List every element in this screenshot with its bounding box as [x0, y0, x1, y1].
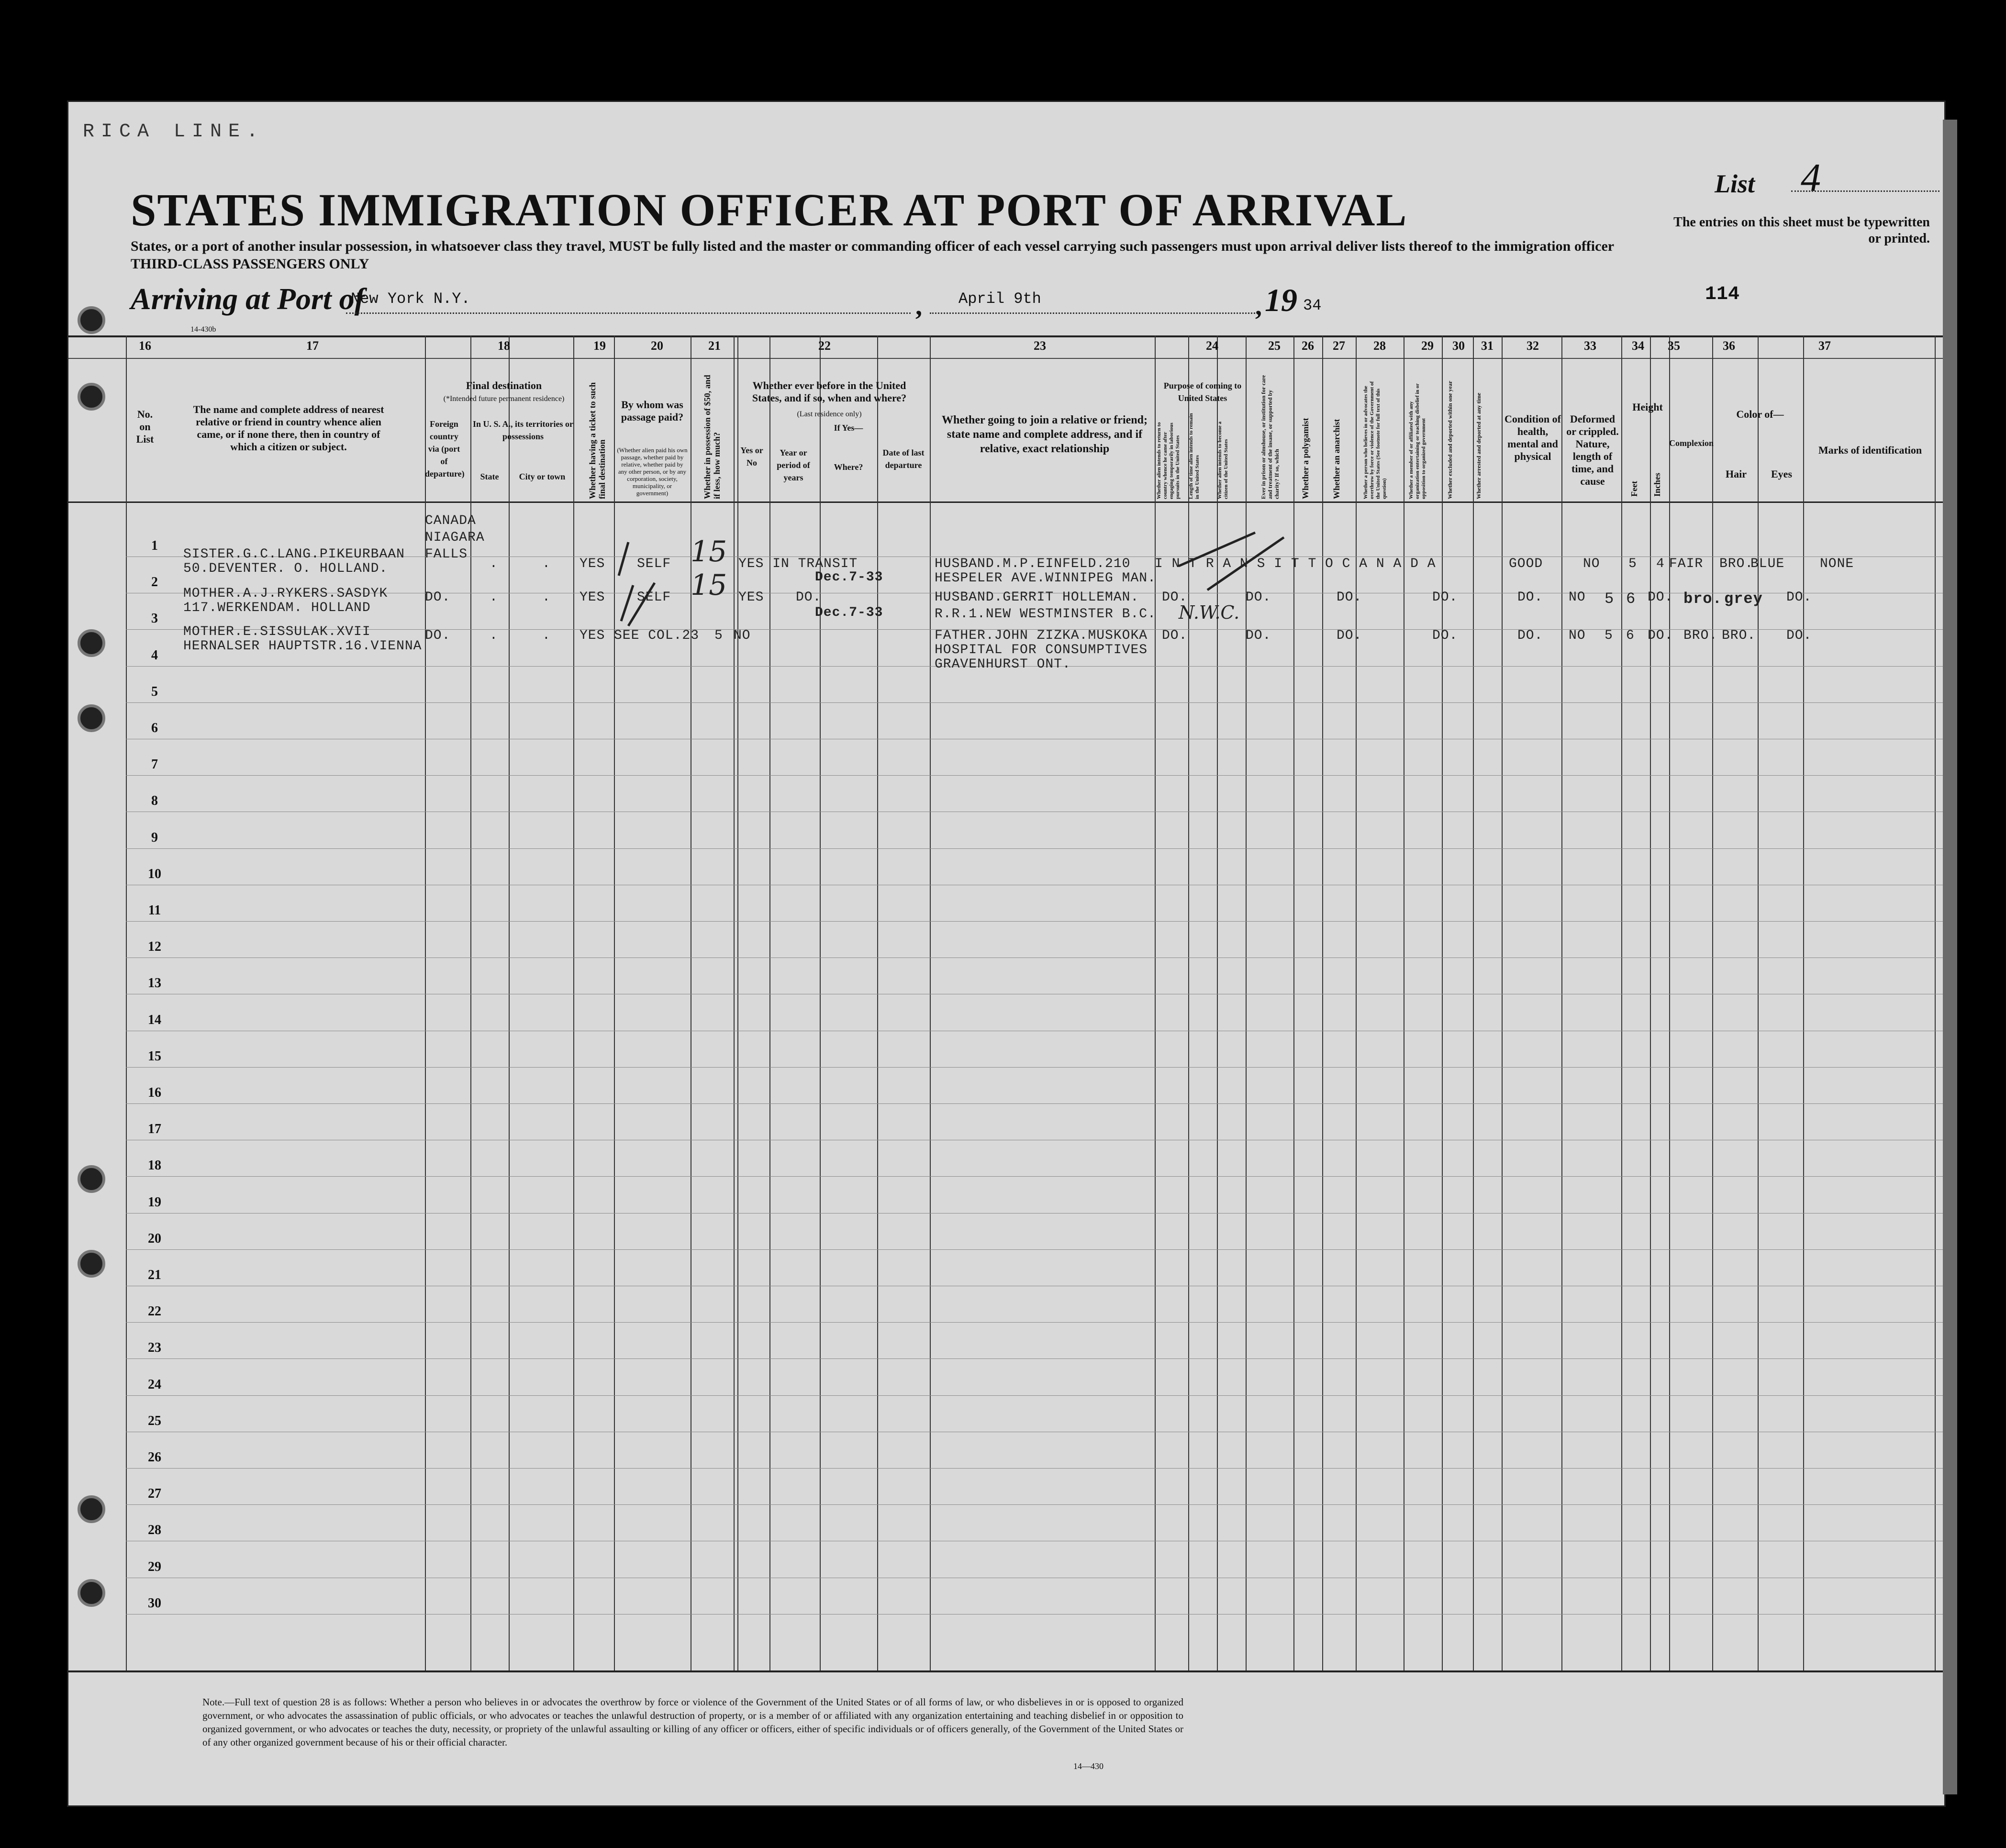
entry-marks-r1: NONE	[1820, 557, 1854, 571]
row-number: 10	[148, 866, 161, 881]
row-number: 23	[148, 1340, 161, 1356]
column-number: 22	[818, 339, 831, 353]
entry-relative-r1: SISTER.G.C.LANG.PIKEURBAAN	[183, 547, 405, 562]
header-final-destination: Final destination	[466, 379, 542, 391]
header-feet: Feet	[1629, 481, 1639, 497]
header-hair: Hair	[1726, 468, 1747, 480]
header-yes-or-no: Yes or No	[740, 445, 763, 468]
list-label: List	[1715, 169, 1755, 198]
header-possession-50: Whether in possession of $50, and if less, how much?	[702, 375, 722, 499]
column-rule	[737, 335, 738, 1670]
column-rule	[1803, 335, 1804, 1670]
entry-date-r4: Dec.7-33	[815, 605, 883, 620]
entry-eyes-r5: BRO.	[1722, 628, 1756, 643]
entry-state-r3: .	[490, 590, 498, 605]
column-number: 35	[1668, 339, 1680, 353]
column-rule	[509, 335, 510, 1670]
column-number: 31	[1481, 339, 1493, 353]
header-eyes: Eyes	[1771, 468, 1792, 480]
entry-deformed-r1: NO	[1583, 557, 1600, 571]
header-excluded: Whether excluded and deported within one year	[1447, 380, 1453, 499]
column-number: 23	[1034, 339, 1046, 353]
column-number: 21	[708, 339, 721, 353]
column-number: 36	[1723, 339, 1735, 353]
arriving-label: Arriving at Port of	[131, 282, 365, 316]
header-purpose-a: Whether alien intends to return to country whence he came after engaging temporarily in laborious pursuits in the United States	[1156, 422, 1181, 499]
entry-feet-r1: 5	[1628, 557, 1637, 571]
header-anarchist: Whether an anarchist	[1332, 419, 1341, 499]
entry-marks-r5: DO.	[1786, 628, 1812, 643]
entry-paid-r5: SEE COL.23	[614, 628, 700, 643]
entry-joining-r3: HUSBAND.GERRIT HOLLEMAN.	[935, 590, 1139, 605]
punch-hole	[78, 704, 105, 732]
entry-joining-r2: HESPELER AVE.WINNIPEG MAN.	[935, 571, 1156, 586]
column-number: 28	[1373, 339, 1386, 353]
list-underline	[1791, 190, 1939, 192]
header-final-destination-note: (*Intended future permanent residence)	[443, 395, 565, 403]
row-number: 18	[148, 1158, 161, 1173]
entry-health-r1: GOOD	[1509, 557, 1543, 571]
row-number: 11	[148, 903, 161, 918]
entry-deformed-r3: NO	[1569, 590, 1586, 605]
header-relative-abroad: The name and complete address of nearest relative or friend in country whence alien came, or if none there, then in country of which a citizen or subject.	[193, 403, 384, 453]
entry-via-r5: DO.	[425, 628, 451, 643]
column-rule	[877, 335, 878, 1670]
form-bottom-rule	[68, 1670, 1944, 1672]
row-number: 6	[151, 721, 158, 735]
column-number: 16	[139, 339, 151, 353]
row-number: 20	[148, 1231, 161, 1246]
row-number: 30	[148, 1595, 161, 1611]
row-rule	[126, 848, 1944, 849]
entry-health-r3: DO.	[1517, 590, 1543, 605]
entry-via-r3: DO.	[425, 590, 451, 605]
header-inches: Inches	[1652, 472, 1662, 497]
year-prefix: 19	[1265, 282, 1297, 318]
row-number: 26	[148, 1450, 161, 1465]
row-number: 1	[151, 538, 158, 553]
entry-paid-r3: SELF	[637, 590, 671, 605]
row-number: 27	[148, 1486, 161, 1502]
entry-col27-r5: DO.	[1337, 628, 1362, 643]
entry-complexion-r5: DO.	[1648, 628, 1673, 643]
column-number: 24	[1206, 339, 1218, 353]
column-rule	[1561, 335, 1562, 1670]
row-number: 12	[148, 939, 161, 955]
column-rule	[1621, 335, 1622, 1670]
entry-complexion-r1: FAIR	[1669, 557, 1704, 571]
column-rule	[1356, 335, 1357, 1670]
row-rule	[126, 1067, 1944, 1068]
column-rule	[1322, 335, 1323, 1670]
row-number: 9	[151, 830, 158, 845]
entries-note: The entries on this sheet must be typewritten or printed.	[1673, 215, 1930, 246]
header-height: Height	[1632, 401, 1663, 413]
subtitle-class: THIRD-CLASS PASSENGERS ONLY	[131, 256, 369, 272]
arriving-date: April 9th	[958, 290, 1041, 308]
entry-inches-r1: 4	[1656, 557, 1665, 571]
date-underline	[930, 312, 1255, 314]
entry-city-r5: .	[542, 628, 551, 643]
entry-ticket-r5: YES	[580, 628, 605, 643]
column-number: 37	[1818, 339, 1831, 353]
column-rule	[820, 335, 821, 1670]
row-number: 5	[151, 684, 158, 699]
header-passage-paid: By whom was passage paid?	[621, 399, 684, 423]
arriving-port: New York N.Y.	[351, 290, 470, 308]
column-number: 30	[1452, 339, 1465, 353]
column-rule	[1502, 335, 1503, 1670]
form-code-bottom: 14—430	[1073, 1761, 1103, 1771]
entry-relative-r3: MOTHER.A.J.RYKERS.SASDYK	[183, 586, 388, 601]
row-number: 21	[148, 1268, 161, 1282]
entry-date-r1: Dec.7-33	[815, 570, 883, 585]
column-rule	[1650, 335, 1651, 1670]
column-number: 19	[593, 339, 606, 353]
row-number: 24	[148, 1377, 161, 1392]
entry-before-r5: NO	[734, 628, 751, 643]
row-number: 22	[148, 1304, 161, 1319]
entry-joining-r4: R.R.1.NEW WESTMINSTER B.C.	[935, 607, 1156, 622]
header-passage-paid-note: (Whether alien paid his own passage, whether paid by relative, whether paid by any other person, or by any corporation, society, municipality, or government)	[617, 446, 688, 497]
page-title: STATES IMMIGRATION OFFICER AT PORT OF ARRIVAL	[131, 184, 1408, 235]
separator-comma: ,	[915, 291, 922, 321]
row-number: 25	[148, 1413, 161, 1428]
header-date-departure: Date of last departure	[882, 448, 925, 470]
punch-hole	[78, 1495, 105, 1523]
column-rule	[1712, 335, 1713, 1670]
row-rule	[126, 775, 1944, 776]
header-year-period: Year or period of years	[777, 448, 810, 482]
entry-money-r5: 5	[714, 628, 723, 643]
punch-hole	[78, 629, 105, 657]
column-rule	[1155, 335, 1156, 1670]
header-bottom-rule	[68, 501, 1944, 503]
entry-purpose-r1: I N T R A N S I T T O C A N A D A	[1155, 557, 1436, 571]
column-number: 29	[1421, 339, 1434, 353]
entry-relative-r2: 50.DEVENTER. O. HOLLAND.	[183, 561, 388, 576]
entry-marks-r3: DO.	[1786, 590, 1812, 605]
header-ever-before-note: (Last residence only)	[797, 410, 862, 418]
entry-hand-nwc: N.W.C.	[1179, 602, 1240, 623]
entry-hair-r5: BRO.	[1683, 628, 1718, 643]
entry-health-r5: DO.	[1517, 628, 1543, 643]
row-rule	[126, 1504, 1944, 1505]
entry-joining-r6: HOSPITAL FOR CONSUMPTIVES	[935, 643, 1148, 657]
row-number: 2	[151, 575, 158, 590]
row-rule	[126, 1395, 1944, 1396]
row-number: 28	[148, 1523, 161, 1538]
row-rule	[126, 702, 1944, 703]
header-overthrow: Whether a person who believes in or advocates the overthrow by force or violence of the Government of the United States (See footnote for full text of this question)	[1363, 381, 1387, 499]
header-polygamist: Whether a polygamist	[1301, 418, 1310, 499]
footnote: Note.—Full text of question 28 is as follows: Whether a person who believes in or advocates the overthrow by force or violence of the Government of the United States or of all forms of law, or who disbelieves in or is opposed to organized government, or who advocates the assassination of public officials, or who advocates or teaches the unlawful destruction of property, or is a member of or affiliated with any organization entertaining and teaching disbelief in or opposition to organized government, or who advocates or teaches the duty, necessity, or propriety of the unlawful assaulting or killing of any officer or officers, either of specific individuals or of officers generally, of the Government of the United States or of any other organized government because of his or their official character.	[202, 1696, 1183, 1748]
row-number: 16	[148, 1085, 161, 1100]
header-complexion: Complexion	[1669, 438, 1714, 448]
punch-hole	[78, 306, 105, 334]
header-ever-before: Whether ever before in the United States, and if so, when and where?	[752, 379, 907, 404]
column-rule	[734, 335, 735, 1670]
entry-hair-r3: bro.	[1683, 590, 1722, 608]
entry-relative-r4: 117.WERKENDAM. HOLLAND	[183, 601, 371, 615]
header-purpose: Purpose of coming to United States	[1163, 381, 1242, 403]
header-deformed: Deformed or crippled. Nature, length of time, and cause	[1566, 413, 1619, 487]
entry-hair-r1: BRO.	[1719, 557, 1754, 571]
entry-city-r3: .	[542, 590, 551, 605]
header-where: Where?	[834, 462, 863, 472]
header-no-on-list: No. on List	[136, 408, 154, 445]
column-rule	[1758, 335, 1759, 1670]
entry-ticket-r3: YES	[580, 590, 605, 605]
year-suffix: 34	[1303, 297, 1322, 314]
row-number: 17	[148, 1122, 161, 1137]
handwritten-slashes	[1169, 523, 1313, 600]
header-purpose-b: Length of time alien intends to remain in the United States	[1188, 413, 1200, 499]
row-number: 4	[151, 647, 158, 663]
entry-inches-r5: 6	[1626, 628, 1635, 643]
header-health: Condition of health, mental and physical	[1504, 413, 1561, 462]
row-number: 14	[148, 1012, 161, 1027]
row-rule	[126, 1322, 1944, 1323]
punch-hole	[78, 1579, 105, 1607]
entry-joining-r1: HUSBAND.M.P.EINFELD.210	[935, 557, 1131, 571]
column-number: 26	[1302, 339, 1314, 353]
column-number: 34	[1632, 339, 1644, 353]
column-rule	[126, 335, 127, 1670]
header-ticket: Whether having a ticket to such final destination	[588, 382, 607, 499]
row-rule	[126, 921, 1944, 922]
punch-hole	[78, 383, 105, 411]
entry-state-r1: .	[490, 557, 498, 571]
entry-complexion-r3: DO.	[1648, 590, 1673, 605]
entry-ticket-r1: YES	[580, 557, 605, 571]
entry-feet-r3: 5	[1605, 590, 1615, 608]
row-rule	[126, 1358, 1944, 1359]
shipping-line-tag: RICA LINE.	[83, 121, 265, 143]
header-prison: Ever in prison or almshouse, or institution for care and treatment of the insane, or supported by charity? If so, which	[1260, 375, 1280, 499]
row-number: 3	[151, 611, 158, 626]
column-rule	[1935, 335, 1936, 1670]
header-in-usa: In U. S. A., its territories or possessions	[473, 419, 573, 441]
column-rule	[1442, 335, 1443, 1670]
row-rule	[126, 957, 1944, 958]
row-number: 13	[148, 976, 161, 991]
entry-col27-r3: DO.	[1337, 590, 1362, 605]
row-number: 19	[148, 1194, 161, 1210]
header-if-yes: If Yes—	[834, 423, 863, 433]
entry-via-r1a: CANADA	[425, 513, 476, 528]
row-rule	[126, 1249, 1944, 1250]
entry-feet-r5: 5	[1605, 628, 1613, 643]
header-color-of: Color of—	[1736, 408, 1784, 420]
entry-col25-r5: DO.	[1246, 628, 1271, 643]
column-number: 33	[1584, 339, 1596, 353]
column-rule	[1473, 335, 1474, 1670]
entry-before-r1: YES IN TRANSIT	[738, 557, 858, 571]
column-number: 32	[1527, 339, 1539, 353]
entry-col29-r5: DO.	[1432, 628, 1458, 643]
entry-relative-r6: HERNALSER HAUPTSTR.16.VIENNA	[183, 639, 422, 654]
entry-via-r1c: FALLS	[425, 547, 468, 562]
entry-inches-r3: 6	[1626, 590, 1636, 608]
column-rule	[930, 335, 931, 1670]
row-rule	[126, 1176, 1944, 1177]
entry-purpose-r5: DO.	[1162, 628, 1188, 643]
entry-eyes-r3: grey	[1724, 590, 1763, 608]
row-number: 15	[148, 1048, 161, 1064]
header-organization: Whether a member of or affiliated with any organization entertaining or teaching disbelief in or opposition to organized government	[1408, 383, 1426, 499]
row-rule	[126, 1468, 1944, 1469]
entry-where-r3: DO.	[796, 590, 822, 605]
handwritten-ticks	[609, 523, 667, 638]
page-stamp: 114	[1705, 284, 1740, 305]
separator-comma: ,	[1255, 291, 1262, 321]
column-number: 20	[651, 339, 663, 353]
entry-deformed-r5: NO	[1569, 628, 1586, 643]
entry-col29-r3: DO.	[1432, 590, 1458, 605]
entry-before-r3: YES	[738, 590, 764, 605]
entry-city-r1: .	[542, 557, 551, 571]
column-number: 17	[306, 339, 319, 353]
row-number: 8	[151, 793, 158, 809]
column-rule	[1669, 335, 1670, 1670]
header-purpose-c: Whether alien intends to become a citizen of the United States	[1217, 421, 1229, 499]
entry-purpose-r3: DO.	[1162, 590, 1188, 605]
entry-joining-r7: GRAVENHURST ONT.	[935, 657, 1071, 672]
entry-joining-r5: FATHER.JOHN ZIZKA.MUSKOKA	[935, 628, 1148, 643]
column-number-rule	[68, 358, 1944, 359]
column-rule	[573, 335, 574, 1670]
subtitle-instructions: States, or a port of another insular possession, in whatsoever class they travel, MUST be fully listed and the master or commanding officer of each vessel carrying such passengers must upon arrival deliver lists thereof to the immigration officer	[131, 238, 1615, 254]
entry-eyes-r1: BLUE	[1750, 557, 1785, 571]
column-number: 18	[498, 339, 510, 353]
row-number: 29	[148, 1559, 161, 1574]
column-number: 25	[1268, 339, 1281, 353]
entry-col25-r3: DO.	[1246, 590, 1271, 605]
punch-hole	[78, 1165, 105, 1193]
header-arrested: Whether arrested and deported at any time	[1475, 392, 1482, 499]
form-top-rule	[68, 335, 1944, 337]
entry-money-r1: 15	[691, 535, 727, 568]
header-joining-relative: Whether going to join a relative or friend; state name and complete address, and if relative, exact relationship	[942, 414, 1148, 455]
manifest-sheet	[67, 100, 1946, 1807]
header-state: State	[480, 472, 499, 481]
punch-hole	[78, 1250, 105, 1278]
port-underline	[346, 312, 911, 314]
row-rule	[126, 1103, 1944, 1104]
header-city: City or town	[519, 472, 566, 481]
header-foreign-country: Foreign country via (port of departure)	[425, 419, 465, 479]
row-number: 7	[151, 757, 158, 772]
column-rule	[769, 335, 770, 1670]
list-number: 4	[1801, 156, 1821, 200]
entry-relative-r5: MOTHER.E.SISSULAK.XVII	[183, 624, 371, 639]
header-marks: Marks of identification	[1818, 444, 1922, 456]
entry-via-r1b: NIAGARA	[425, 530, 485, 545]
page-edge-shadow	[1943, 120, 1957, 1794]
entry-paid-r1: SELF	[637, 557, 671, 571]
form-code-top: 14-430b	[190, 325, 216, 334]
entry-money-r3: 15	[691, 568, 727, 602]
column-number: 27	[1333, 339, 1345, 353]
entry-state-r5: .	[490, 628, 498, 643]
